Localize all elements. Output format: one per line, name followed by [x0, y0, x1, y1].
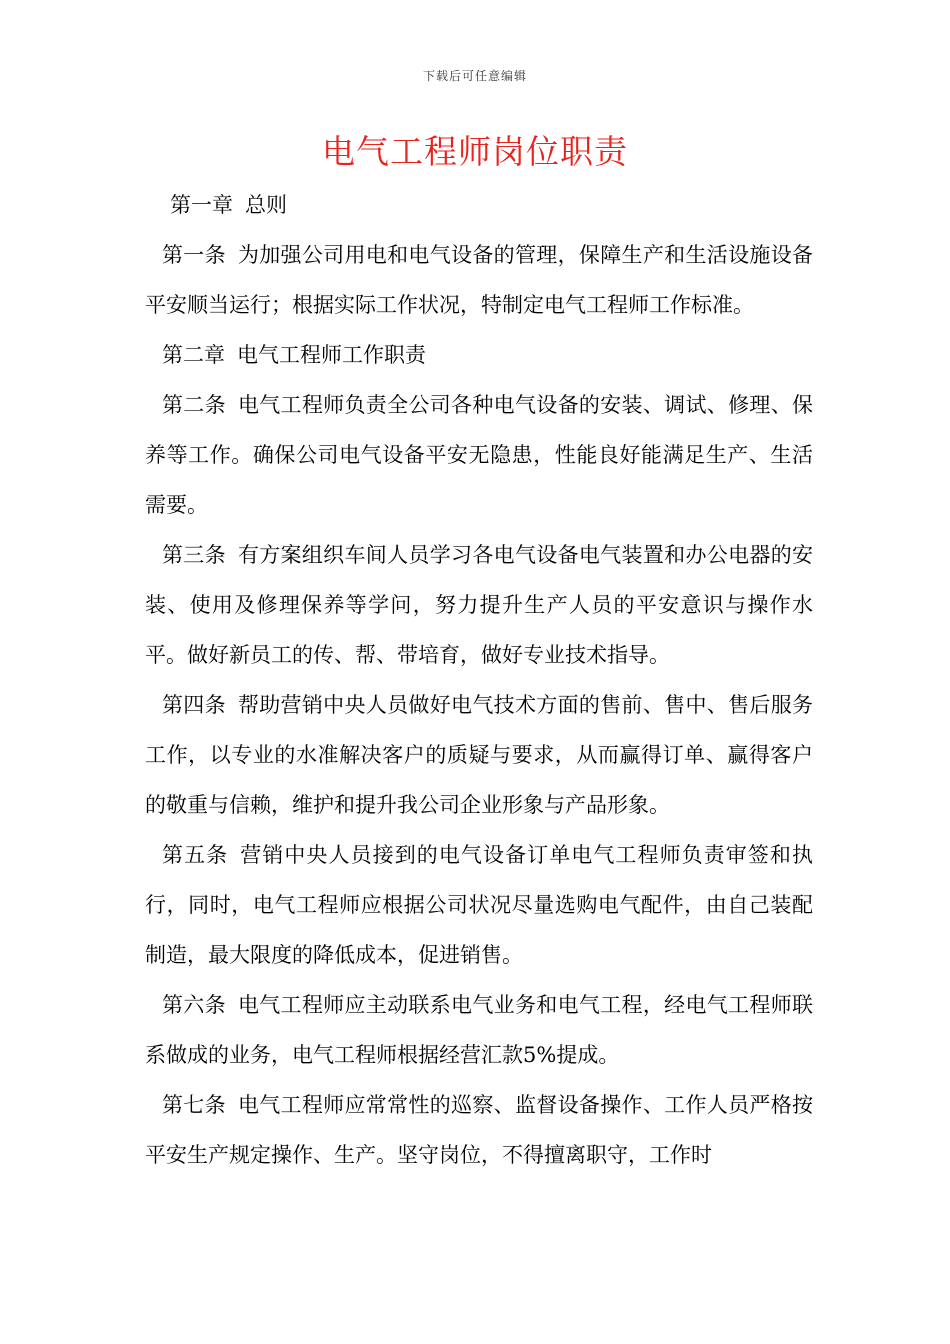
article-paragraph — [145, 530, 813, 680]
article-text: 电气工程师应主动联系电气业务和电气工程，经电气工程师联系做成的业务，电气工程师根据经营汇款5%提成。 — [145, 993, 814, 1067]
article-text: 有方案组织车间人员学习各电气设备电气装置和办公电器的安装、使用及修理保养等学问，努力提升生产人员的平安意识与操作水平。做好新员工的传、帮、带培育，做好专业技术指导。 — [145, 543, 814, 667]
article-text: 为加强公司用电和电气设备的管理，保障生产和生活设施设备平安顺当运行；根据实际工作状况，特制定电气工程师工作标准。 — [145, 243, 814, 317]
article-paragraph — [145, 1080, 813, 1180]
article-text: 电气工程师应常常性的巡察、监督设备操作、工作人员严格按平安生产规定操作、生产。坚守岗位，不得擅离职守，工作时 — [145, 1093, 814, 1167]
article-number: 第四条 — [162, 693, 226, 717]
chapter-heading — [145, 180, 813, 230]
article-paragraph — [145, 830, 813, 980]
article-text: 电气工程师负责全公司各种电气设备的安装、调试、修理、保养等工作。确保公司电气设备平安无隐患，性能良好能满足生产、生活需要。 — [145, 393, 814, 517]
chapter-title: 电气工程师工作职责 — [237, 343, 426, 367]
article-paragraph — [145, 380, 813, 530]
article-number: 第七条 — [162, 1093, 226, 1117]
article-text: 营销中央人员接到的电气设备订单电气工程师负责审签和执行，同时，电气工程师应根据公司状况尽量选购电气配件，由自己装配制造，最大限度的降低成本，促进销售。 — [145, 843, 814, 967]
page-header-note: 下载后可任意编辑 — [422, 69, 527, 83]
article-number: 第一条 — [162, 243, 226, 267]
article-paragraph — [145, 980, 813, 1080]
chapter-number: 第二章 — [162, 343, 225, 367]
document-body — [145, 180, 813, 1180]
article-number: 第六条 — [162, 993, 226, 1017]
article-number: 第三条 — [162, 543, 226, 567]
article-text: 帮助营销中央人员做好电气技术方面的售前、售中、售后服务工作，以专业的水准解决客户的质疑与要求，从而赢得订单、赢得客户的敬重与信赖，维护和提升我公司企业形象与产品形象。 — [145, 693, 814, 817]
document-title: 电气工程师岗位职责 — [322, 132, 628, 171]
chapter-title: 总则 — [245, 193, 287, 217]
article-number: 第二条 — [162, 393, 226, 417]
chapter-number: 第一章 — [170, 193, 233, 217]
article-paragraph — [145, 680, 813, 830]
article-number: 第五条 — [162, 843, 229, 867]
article-paragraph — [145, 230, 813, 330]
chapter-heading — [145, 330, 813, 380]
